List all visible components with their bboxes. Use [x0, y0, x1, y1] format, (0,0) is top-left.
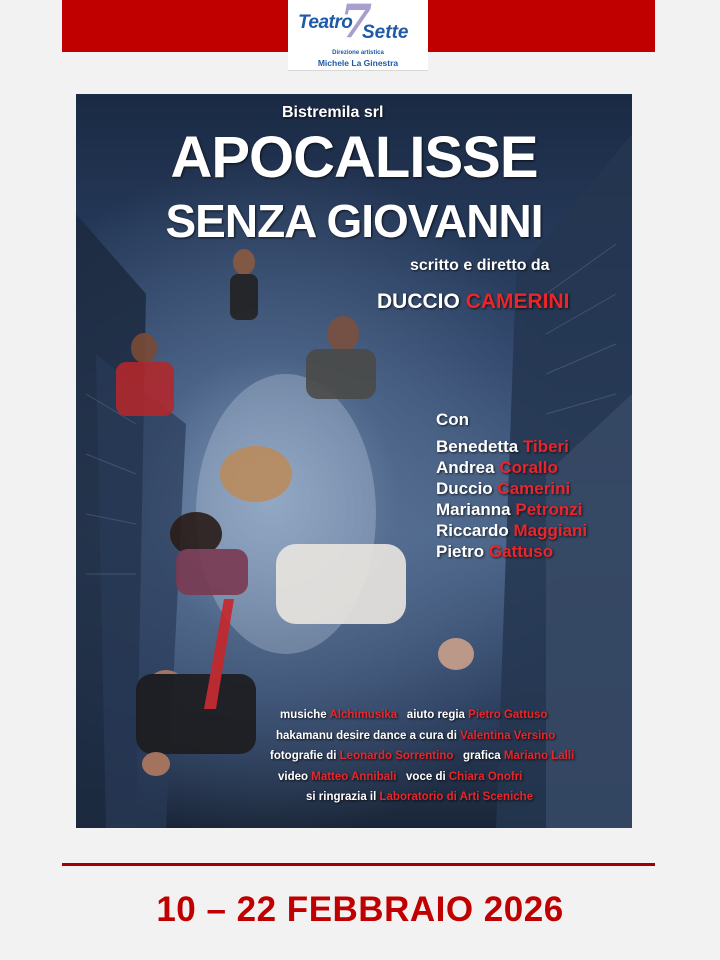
credits-line-dance: hakamanu desire dance a cura di Valentina Versino: [276, 729, 556, 742]
show-title-line1: APOCALISSE: [170, 125, 538, 190]
cast-member: Riccardo Maggiani: [436, 521, 588, 540]
written-directed-label: scritto e diretto da: [410, 257, 550, 274]
credits-line-video: video Matteo Annibali voce di Chiara Onofri: [278, 770, 523, 783]
cast-member: Benedetta Tiberi: [436, 437, 569, 456]
credits-line-thanks: si ringrazia il Laboratorio di Arti Sceniche: [306, 791, 534, 803]
logo-word-teatro: Teatro: [298, 12, 353, 33]
falling-figure-3: [306, 316, 376, 399]
credits-line-photo: fotografie di Leonardo Sorrentino grafica Mariano Lalli: [270, 750, 575, 762]
logo-direction-label: Direzione artistica: [332, 50, 384, 56]
show-dates: 10 – 22 FEBBRAIO 2026: [156, 890, 564, 929]
bottom-red-rule: [62, 863, 655, 866]
cast-list: [436, 436, 587, 562]
logo-word-sette: Sette: [362, 22, 409, 43]
falling-figure-1: [230, 249, 258, 320]
cast-member: Pietro Gattuso: [436, 542, 554, 561]
author-last-name: CAMERINI: [465, 290, 570, 313]
credits-block: [270, 705, 616, 808]
logo-director-name: Michele La Ginestra: [317, 58, 399, 68]
author-first-name: DUCCIO: [377, 290, 460, 313]
cast-member: Duccio Camerini: [436, 479, 571, 498]
show-poster: [76, 94, 632, 828]
cast-member: Andrea Corallo: [436, 458, 558, 477]
teatro-sette-logo[interactable]: [288, 0, 428, 71]
logo-seven-numeral: 7: [340, 0, 373, 48]
falling-figure-5: [276, 544, 474, 670]
show-title-line2: SENZA GIOVANNI: [165, 195, 543, 247]
cast-label: Con: [436, 410, 470, 429]
author-name: [377, 290, 570, 314]
producer-name: Bistremila srl: [282, 104, 384, 121]
cast-member: Marianna Petronzi: [436, 500, 583, 519]
credits-line-music: musiche Alchimusika aiuto regia Pietro Gattuso: [280, 709, 548, 721]
